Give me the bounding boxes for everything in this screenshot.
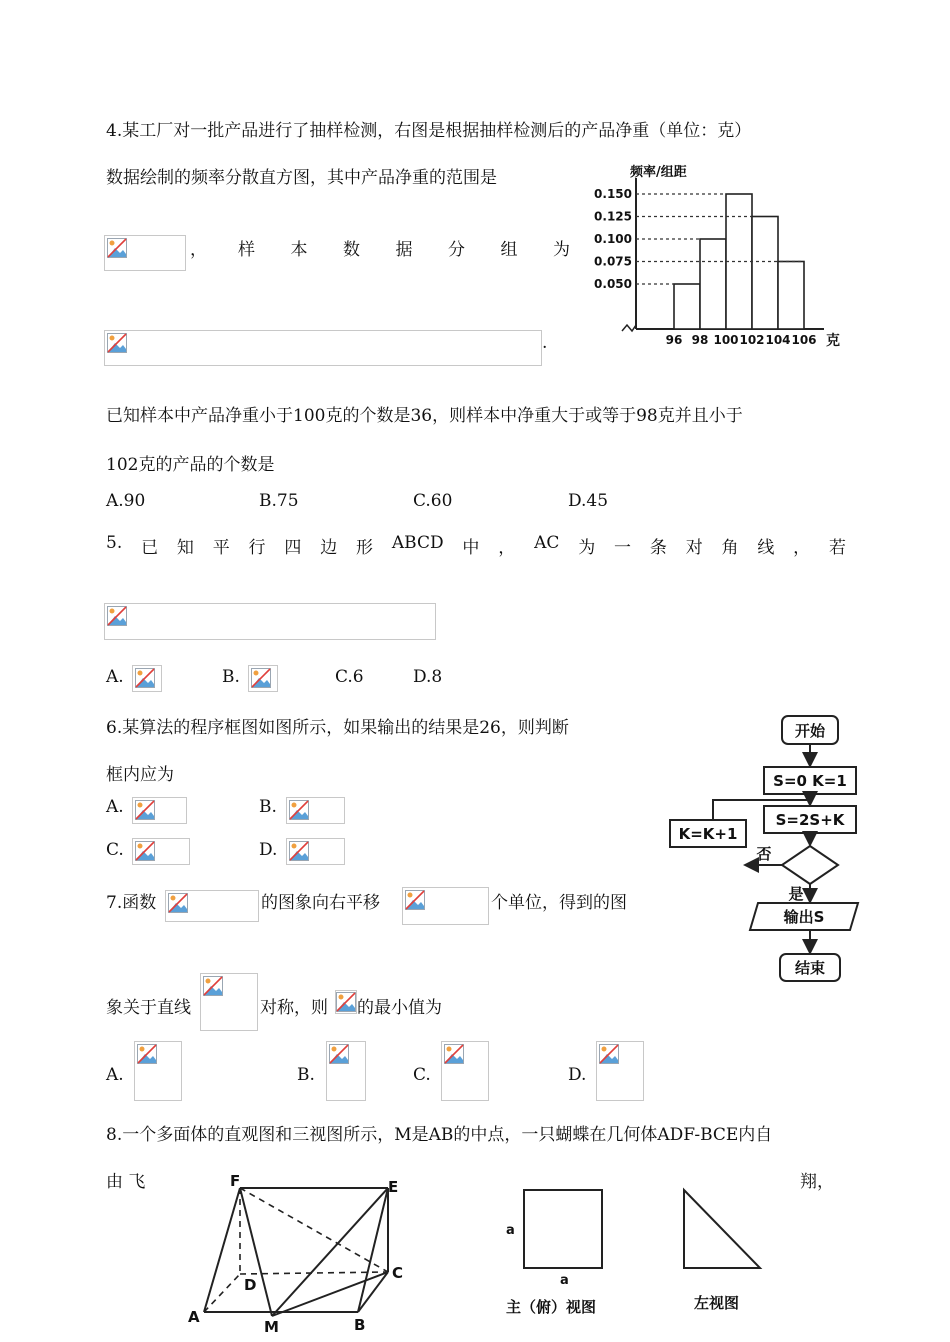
x-tick-label: 104 [765,333,791,347]
q4-option-d: D.45 [568,491,609,511]
q4-option-a: A.90 [106,491,146,511]
spread-char: 数 [343,240,360,260]
q5-option-a: A. [106,667,124,687]
q6-option-a: A. [106,797,124,817]
x-axis-label: 克 [826,333,840,349]
spread-char: 分 [448,240,465,260]
spread-char: 行 [248,538,266,558]
vertex-label-a: A [188,1308,200,1326]
q7-option-a: A. [106,1065,124,1085]
q4-spread-line [238,235,570,260]
spread-char: 对 [685,538,703,558]
broken-image-icon [137,1044,157,1064]
q5-stem [106,533,846,558]
histogram-bar [778,262,804,330]
x-tick-label: 100 [713,333,739,347]
q4-line1: 4.某工厂对一批产品进行了抽样检测，右图是根据抽样检测后的产品净重（单位：克） [106,121,752,141]
formula-image [441,1041,489,1101]
q4-option-b: B.75 [259,491,299,511]
y-tick-label: 0.150 [594,187,632,201]
broken-image-icon [289,800,309,820]
broken-image-icon [289,841,309,861]
broken-image-icon [107,606,127,626]
spread-char: 为 [578,538,596,558]
formula-image [596,1041,644,1101]
flow-end-text: 结束 [794,959,826,977]
q5-option-c: C.6 [335,667,364,687]
spread-char: ABCD [391,533,444,553]
front-view-caption: 主（俯）视图 [506,1298,597,1316]
broken-image-icon [135,841,155,861]
formula-image [248,665,278,692]
y-tick-label: 0.125 [594,209,632,224]
flow-no-text: 否 [756,845,772,863]
q6-line1: 6.某算法的程序框图如图所示，如果输出的结果是26，则判断 [106,718,569,738]
q4-option-c: C.60 [413,491,453,511]
spread-char: 线 [757,538,775,558]
q4-period: . [542,333,548,353]
formula-image [132,797,187,824]
q4-comma: ， [190,240,207,260]
formula-image [165,890,259,922]
spread-char: 样 [238,240,255,260]
q7-prefix: 7.函数 [106,893,157,913]
broken-image-icon [168,893,188,913]
vertex-label-d: D [244,1276,257,1294]
q7-option-b: B. [297,1065,315,1085]
spread-char: 一 [614,538,632,558]
vertex-label-c: C [392,1264,404,1282]
q7-option-c: C. [413,1065,431,1085]
y-tick-label: 0.075 [594,254,632,269]
q4-line5: 102克的产品的个数是 [106,455,275,475]
vertex-label-f: F [230,1172,241,1190]
flow-assign-text: S=2S+K [775,811,845,829]
axis-break [622,325,636,331]
spread-char: 形 [356,538,374,558]
spread-char: 5. [106,533,123,553]
front-view-figure [500,1182,630,1332]
broken-image-icon [329,1044,349,1064]
spread-char: 知 [176,538,194,558]
formula-image [326,1041,366,1101]
spread-char: 若 [829,538,846,558]
q4-line4: 已知样本中产品净重小于100克的个数是36，则样本中净重大于或等于98克并且小于 [106,406,743,426]
spread-char: 角 [721,538,739,558]
broken-image-icon [107,238,127,258]
formula-image [104,330,542,366]
vertex-label-m: M [264,1318,279,1336]
broken-image-icon [203,976,223,996]
spread-char: 本 [290,240,308,260]
q7-option-d: D. [568,1065,587,1085]
spread-char: 为 [553,240,570,260]
spread-char: 据 [395,240,413,260]
side-view-figure [670,1182,780,1332]
front-view-dim-height: a [506,1223,515,1238]
formula-image [286,838,345,865]
x-tick-label: 102 [739,333,765,347]
broken-image-icon [599,1044,619,1064]
side-view-caption: 左视图 [694,1294,740,1312]
spread-char: ， [793,538,811,558]
formula-image [104,235,186,271]
vertex-label-e: E [388,1178,399,1196]
histogram-bar [674,284,700,329]
q6-option-d: D. [259,840,278,860]
formula-image [286,797,345,824]
vertex-label-b: B [354,1316,366,1334]
spread-char: 已 [141,538,159,558]
program-flowchart [664,708,864,988]
broken-image-icon [251,668,271,688]
formula-image [200,973,258,1031]
broken-image-icon [107,333,127,353]
y-tick-label: 0.050 [594,277,632,291]
formula-image [402,887,489,925]
q5-option-d: D.8 [413,667,443,687]
q7-line2a: 象关于直线 [106,998,191,1018]
flow-decision [782,846,838,884]
histogram-bar [752,217,778,330]
spread-char: 条 [649,538,667,558]
spread-char: AC [534,533,560,553]
flow-start-text: 开始 [794,722,826,740]
x-tick-label: 106 [791,333,817,347]
broken-image-icon [336,992,356,1012]
flow-incr-text: K=K+1 [678,825,738,843]
q8-line1: 8.一个多面体的直观图和三视图所示，M是AB的中点，一只蝴蝶在几何体ADF-BCE内自 [106,1125,773,1145]
spread-char: 四 [284,538,302,558]
broken-image-icon [135,668,155,688]
formula-image [104,603,436,640]
q7-line2b: 对称，则 [260,998,328,1018]
spread-char: 平 [212,538,230,558]
flow-init-text: S=0 K=1 [773,772,847,790]
q7-line2c: 的最小值为 [357,998,442,1018]
y-tick-label: 0.100 [594,232,632,246]
flow-output-text: 输出S [783,908,825,926]
q7-suffix: 个单位，得到的图 [491,893,627,913]
formula-image [132,838,190,865]
broken-image-icon [444,1044,464,1064]
histogram-bar [700,239,726,329]
q4-line2: 数据绘制的频率分散直方图，其中产品净重的范围是 [106,168,497,188]
spread-char: 组 [500,240,518,260]
frequency-histogram [590,158,845,350]
formula-image [132,665,162,692]
q6-line2: 框内应为 [106,765,174,785]
spread-char: ， [498,538,516,558]
x-tick-label: 96 [665,333,683,347]
y-axis-label: 频率/组距 [630,165,687,180]
x-tick-label: 98 [691,333,709,347]
q8-line2a: 由 飞 [106,1172,146,1192]
spread-char: 边 [320,538,338,558]
flow-yes-text: 是 [788,885,804,903]
broken-image-icon [135,800,155,820]
spread-char: 中 [462,538,480,558]
formula-image [134,1041,182,1101]
broken-image-icon [405,890,425,910]
q6-option-c: C. [106,840,124,860]
formula-image [335,990,357,1014]
q6-option-b: B. [259,797,277,817]
front-view-dim-width: a [560,1273,569,1288]
q7-mid: 的图象向右平移 [261,893,380,913]
q5-option-b: B. [222,667,240,687]
q8-line2b: 翔， [800,1172,834,1192]
polyhedron-figure [180,1172,420,1337]
